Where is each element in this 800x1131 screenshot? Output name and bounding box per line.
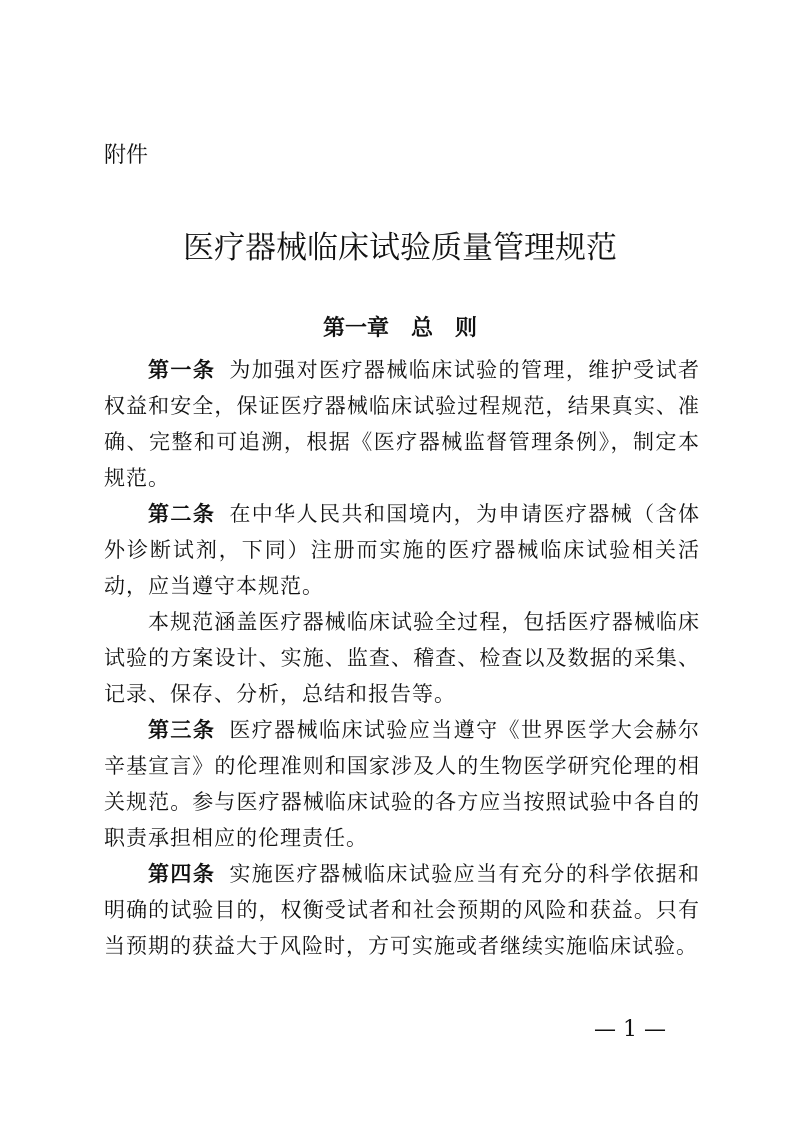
article-number: 第四条	[148, 862, 216, 886]
paragraph-text: 本规范涵盖医疗器械临床试验全过程，包括医疗器械临床试验的方案设计、实施、监查、稽查、检查以及数据的采集、记录、保存、分析，总结和报告等。	[104, 610, 700, 706]
article-2-scope-paragraph	[104, 604, 700, 712]
article-3-paragraph	[104, 712, 700, 856]
document-body	[104, 352, 700, 964]
article-text: 医疗器械临床试验应当遵守《世界医学大会赫尔辛基宣言》的伦理准则和国家涉及人的生物医学研究伦理的相关规范。参与医疗器械临床试验的各方应当按照试验中各自的职责承担相应的伦理责任。	[104, 718, 701, 850]
attachment-label: 附件	[104, 143, 149, 168]
article-2-paragraph	[104, 496, 700, 604]
article-text: 为加强对医疗器械临床试验的管理，维护受试者权益和安全，保证医疗器械临床试验过程规范，结果真实、准确、完整和可追溯，根据《医疗器械监督管理条例》，制定本规范。	[104, 358, 701, 490]
article-1-paragraph	[104, 352, 700, 496]
article-4-paragraph	[104, 856, 700, 964]
page-number: — 1 —	[594, 1017, 666, 1042]
document-title: 医疗器械临床试验质量管理规范	[183, 230, 617, 266]
article-text: 在中华人民共和国境内，为申请医疗器械（含体外诊断试剂，下同）注册而实施的医疗器械临床试验相关活动，应当遵守本规范。	[104, 502, 701, 598]
article-number: 第一条	[148, 358, 216, 382]
article-text: 实施医疗器械临床试验应当有充分的科学依据和明确的试验目的，权衡受试者和社会预期的风险和获益。只有当预期的获益大于风险时，方可实施或者继续实施临床试验。	[104, 862, 701, 958]
article-number: 第二条	[148, 502, 216, 526]
article-number: 第三条	[148, 718, 216, 742]
chapter-title: 第一章 总 则	[322, 316, 477, 341]
